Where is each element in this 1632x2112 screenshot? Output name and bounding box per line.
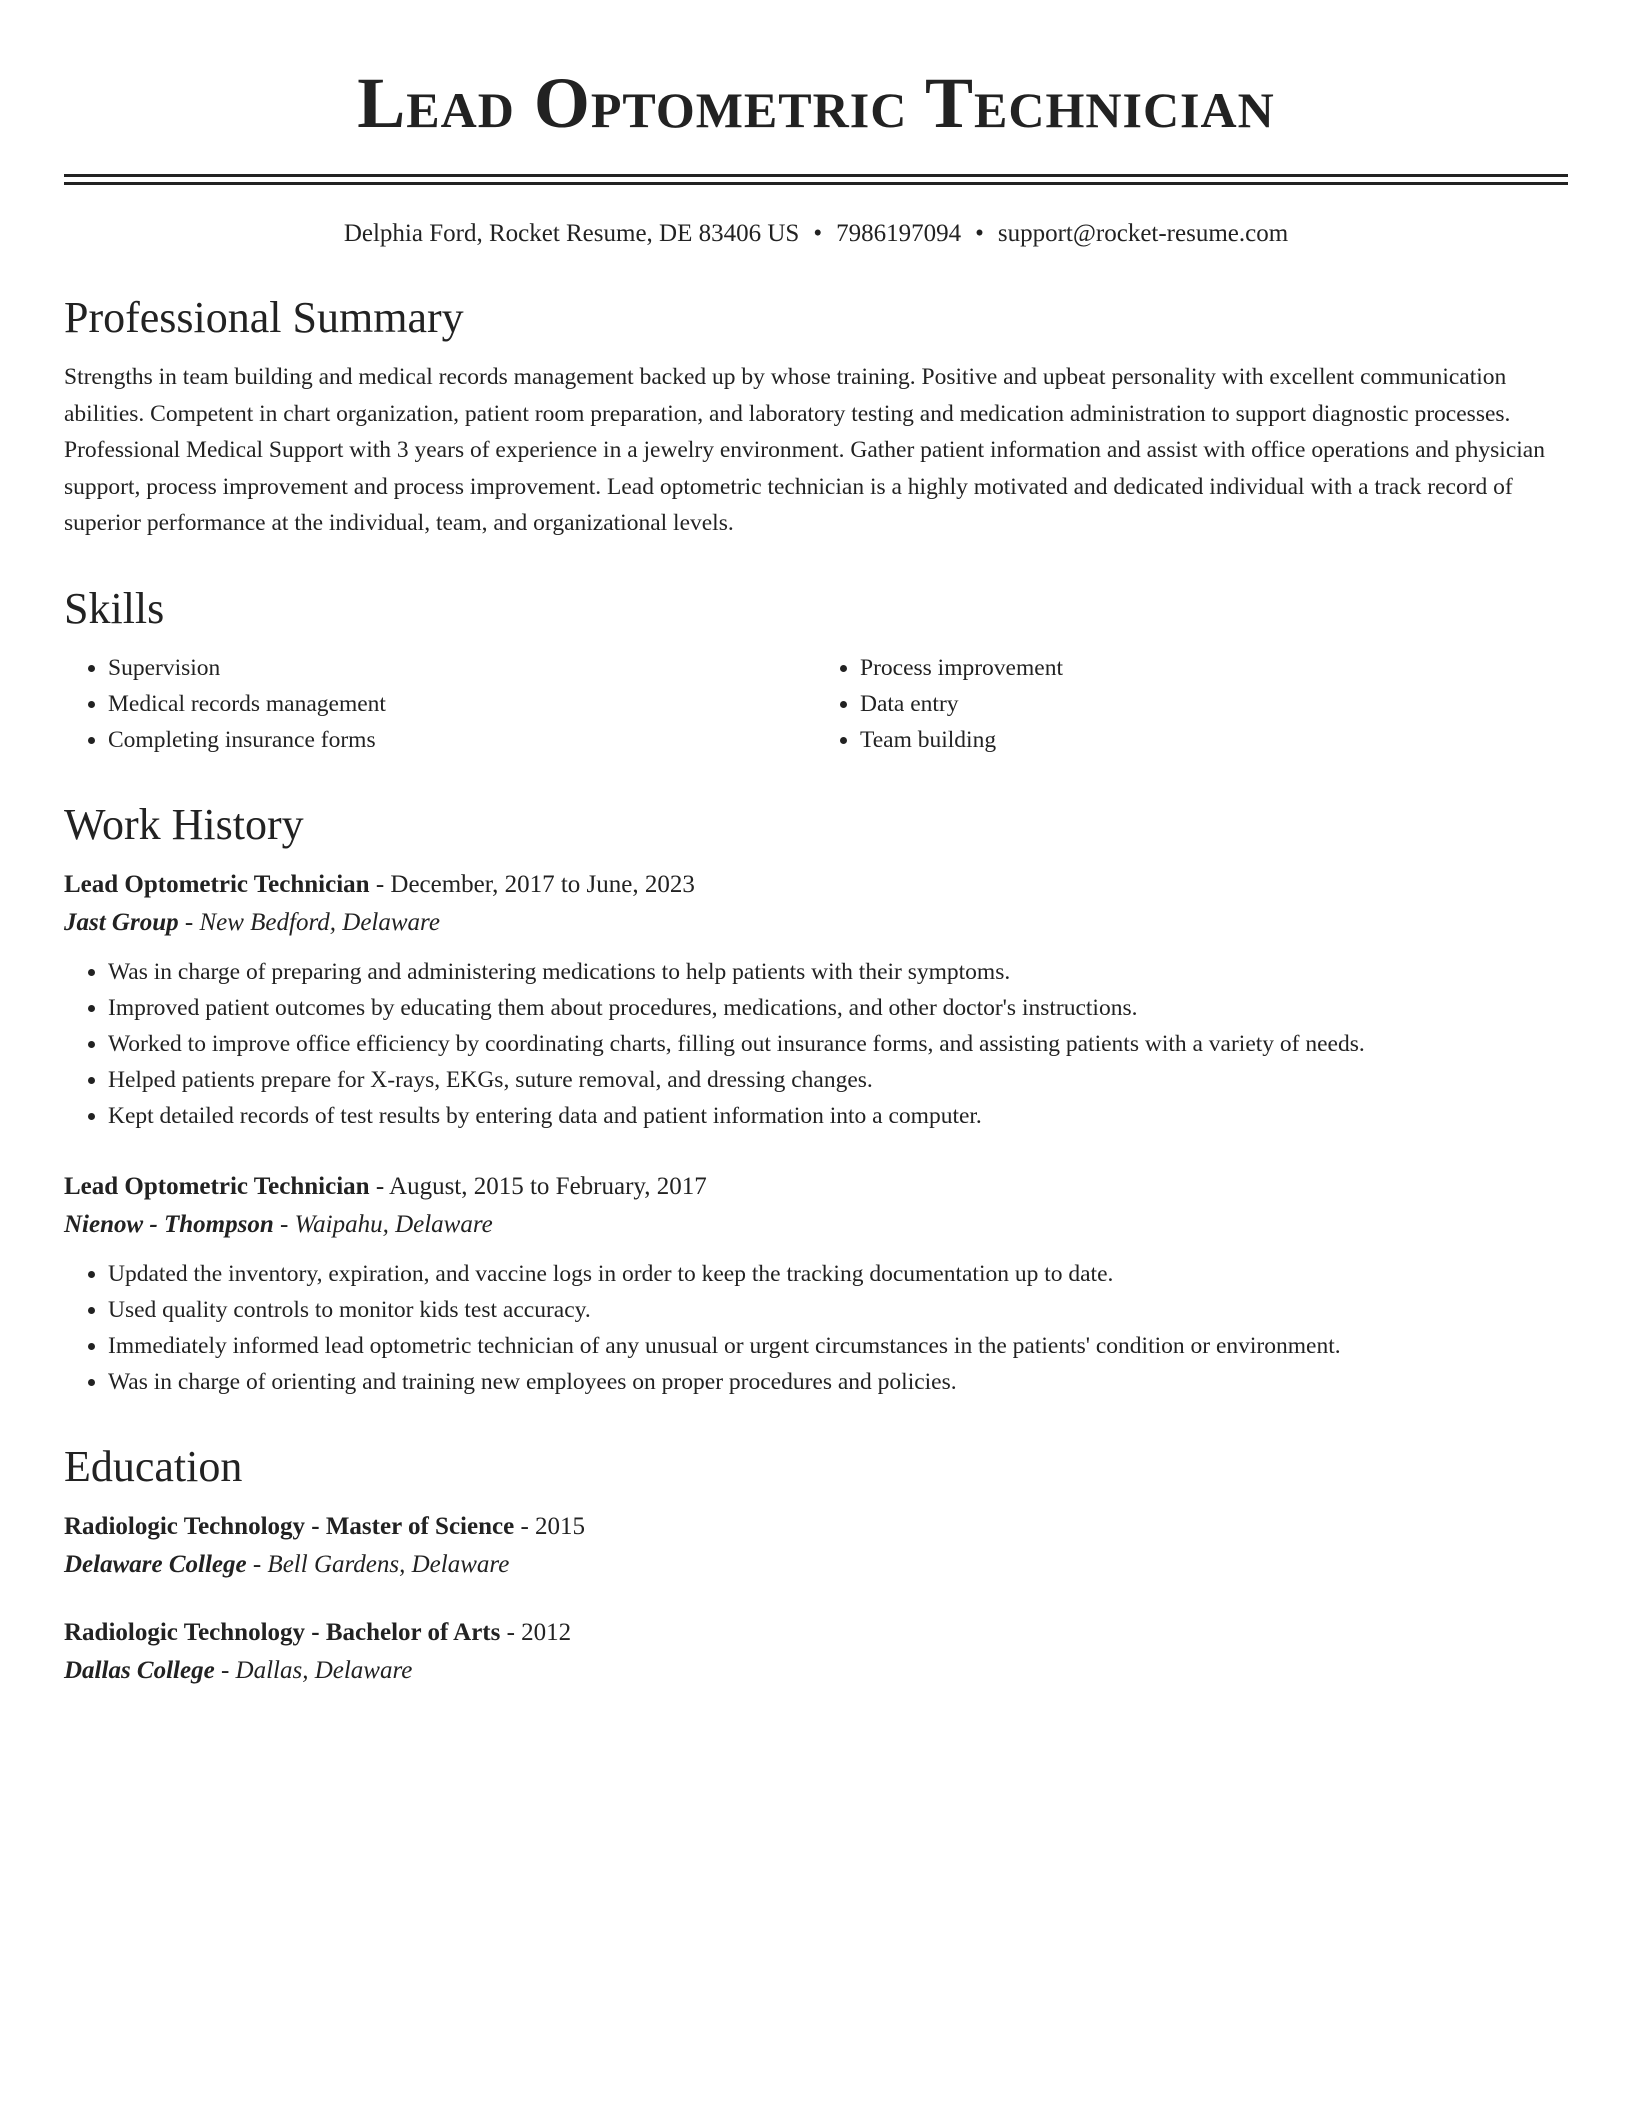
education-year: - 2012 [500,1618,572,1646]
contact-separator: • [813,220,823,247]
skill-item: • Supervision [108,650,816,686]
education-header [64,1508,1568,1546]
education-school: Dallas College [64,1656,215,1684]
skills-list [64,650,1568,758]
contact-line [64,217,1568,251]
job-entry [64,1168,1568,1400]
education-entry [64,1614,1568,1690]
job-employer [64,904,1568,942]
title-double-rule [64,174,1568,185]
skills-heading: Skills [64,583,165,633]
contact-email: support@rocket-resume.com [997,220,1289,247]
job-bullets [64,1256,1568,1400]
job-company: Jast Group [64,908,179,936]
education-school-line [64,1546,1568,1584]
education-location: - Bell Gardens, Delaware [246,1550,510,1578]
job-company: Nienow - Thompson [64,1210,274,1238]
skill-item: • Team building [860,722,1568,758]
skill-item: • Completing insurance forms [108,722,816,758]
job-header [64,866,1568,904]
education-degree: Radiologic Technology - Master of Science [64,1512,515,1540]
education-degree: Radiologic Technology - Bachelor of Arts [64,1618,501,1646]
job-bullet: • Was in charge of preparing and administering medications to help patients with their symptoms. [108,954,1568,990]
job-location: - New Bedford, Delaware [178,908,440,936]
contact-separator: • [975,220,984,247]
work-history-heading: Work History [64,799,304,849]
education-heading: Education [64,1441,243,1491]
job-entry [64,866,1568,1134]
job-location: - Waipahu, Delaware [273,1210,493,1238]
job-bullet: • Helped patients prepare for X-rays, EKGs, suture removal, and dressing changes. [108,1062,1568,1098]
job-bullet: • Immediately informed lead optometric technician of any unusual or urgent circumstances in the patients' condition or environment. [108,1328,1568,1364]
job-employer [64,1206,1568,1244]
education-entry [64,1508,1568,1584]
job-bullet: • Used quality controls to monitor kids test accuracy. [108,1292,1568,1328]
summary-heading: Professional Summary [64,293,464,342]
skill-item: • Data entry [860,686,1568,722]
job-title: Lead Optometric Technician [64,870,370,898]
job-bullet: • Updated the inventory, expiration, and vaccine logs in order to keep the tracking documentation up to date. [108,1256,1568,1292]
job-dates: - August, 2015 to February, 2017 [369,1172,707,1200]
contact-address: Delphia Ford, Rocket Resume, DE 83406 US [343,220,800,247]
job-bullet: • Worked to improve office efficiency by coordinating charts, filling out insurance forms, and assisting patients with a variety of needs. [108,1026,1568,1062]
education-location: - Dallas, Delaware [214,1656,413,1684]
page-title: Lead Optometric Technician [357,63,1275,143]
contact-phone: 7986197094 [836,220,962,247]
job-bullet: • Was in charge of orienting and training new employees on proper procedures and policies. [108,1364,1568,1400]
skills-column-right [816,650,1568,758]
job-dates: - December, 2017 to June, 2023 [369,870,695,898]
skills-column-left [64,650,816,758]
skill-item: • Process improvement [860,650,1568,686]
job-bullet: • Improved patient outcomes by educating them about procedures, medications, and other doctor's instructions. [108,990,1568,1026]
education-school: Delaware College [64,1550,247,1578]
summary-text: Strengths in team building and medical records management backed up by whose training. Positive and upbeat personality with excellent communication abilities. Competent in chart organization, patient room preparation, and laboratory testing and medication administration to support diagnostic processes. Professional Medical Support with 3 years of experience in a jewelry environment. Gather patient information and assist with office operations and physician support, process improvement and process improvement. Lead optometric technician is a highly motivated and dedicated individual with a track record of superior performance at the individual, team, and organizational levels. [64,364,1545,536]
education-year: - 2015 [514,1512,586,1540]
education-school-line [64,1652,1568,1690]
job-title: Lead Optometric Technician [64,1172,370,1200]
job-bullets [64,954,1568,1134]
job-bullet: • Kept detailed records of test results by entering data and patient information into a computer. [108,1098,1568,1134]
skill-item: • Medical records management [108,686,816,722]
education-header [64,1614,1568,1652]
job-header [64,1168,1568,1206]
